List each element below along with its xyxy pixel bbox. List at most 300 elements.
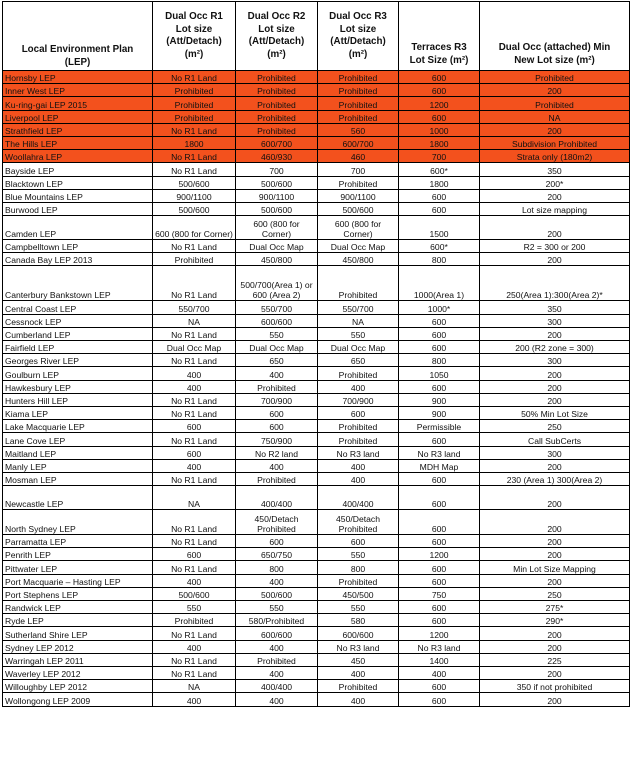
dual-occ-min-lot-cell: 225: [480, 653, 630, 666]
lep-name-cell: Camden LEP: [3, 216, 153, 240]
dual-occ-r2-cell: No R2 land: [236, 446, 318, 459]
lep-name-cell: Canada Bay LEP 2013: [3, 253, 153, 266]
lep-name-cell: Randwick LEP: [3, 601, 153, 614]
dual-occ-r1-cell: No R1 Land: [153, 150, 236, 163]
dual-occ-r3-cell: 460: [318, 150, 399, 163]
dual-occ-r3-cell: Prohibited: [318, 176, 399, 189]
table-row: [3, 548, 630, 561]
dual-occ-min-lot-cell: 200: [480, 693, 630, 706]
lep-name-cell: The Hills LEP: [3, 136, 153, 149]
dual-occ-r2-cell: 400: [236, 367, 318, 380]
lep-name-cell: Hawkesbury LEP: [3, 380, 153, 393]
dual-occ-r2-cell: Prohibited: [236, 110, 318, 123]
dual-occ-r2-cell: 550: [236, 327, 318, 340]
terraces-r3-cell: 900: [399, 393, 480, 406]
dual-occ-r1-cell: NA: [153, 314, 236, 327]
dual-occ-r3-cell: 560: [318, 123, 399, 136]
header-dual-occ-min-lot: Dual Occ (attached) Min New Lot size (m²): [480, 2, 630, 71]
dual-occ-r2-cell: 600/600: [236, 627, 318, 640]
dual-occ-min-lot-cell: 300: [480, 314, 630, 327]
lep-name-cell: Hornsby LEP: [3, 71, 153, 84]
dual-occ-min-lot-cell: 200: [480, 459, 630, 472]
lep-name-cell: Mosman LEP: [3, 472, 153, 485]
dual-occ-r2-cell: 500/600: [236, 587, 318, 600]
dual-occ-r3-cell: Prohibited: [318, 110, 399, 123]
dual-occ-min-lot-cell: 200: [480, 380, 630, 393]
lep-name-cell: Sutherland Shire LEP: [3, 627, 153, 640]
dual-occ-r2-cell: 400: [236, 574, 318, 587]
dual-occ-r1-cell: Dual Occ Map: [153, 341, 236, 354]
terraces-r3-cell: 1000*: [399, 301, 480, 314]
dual-occ-min-lot-cell: Lot size mapping: [480, 202, 630, 215]
dual-occ-r3-cell: 400: [318, 472, 399, 485]
dual-occ-r2-cell: 580/Prohibited: [236, 614, 318, 627]
lep-name-cell: Parramatta LEP: [3, 535, 153, 548]
dual-occ-r1-cell: No R1 Land: [153, 406, 236, 419]
dual-occ-r1-cell: 400: [153, 574, 236, 587]
dual-occ-r3-cell: 400: [318, 693, 399, 706]
terraces-r3-cell: 1400: [399, 653, 480, 666]
terraces-r3-cell: 600: [399, 486, 480, 510]
table-row: [3, 110, 630, 123]
dual-occ-r3-cell: NA: [318, 314, 399, 327]
dual-occ-r1-cell: No R1 Land: [153, 123, 236, 136]
header-dual-occ-r1: Dual Occ R1 Lot size (Att/Detach) (m²): [153, 2, 236, 71]
dual-occ-r3-cell: 450: [318, 653, 399, 666]
dual-occ-r1-cell: 550: [153, 601, 236, 614]
lep-name-cell: Penrith LEP: [3, 548, 153, 561]
dual-occ-r2-cell: 600: [236, 406, 318, 419]
dual-occ-r3-cell: Prohibited: [318, 266, 399, 301]
terraces-r3-cell: 800: [399, 354, 480, 367]
terraces-r3-cell: 800: [399, 253, 480, 266]
table-row: [3, 601, 630, 614]
dual-occ-r1-cell: 400: [153, 459, 236, 472]
dual-occ-min-lot-cell: 300: [480, 354, 630, 367]
dual-occ-r2-cell: Prohibited: [236, 71, 318, 84]
dual-occ-min-lot-cell: 200: [480, 327, 630, 340]
dual-occ-min-lot-cell: 200: [480, 393, 630, 406]
dual-occ-r1-cell: 500/600: [153, 587, 236, 600]
dual-occ-r2-cell: 700/900: [236, 393, 318, 406]
table-header-row: [3, 2, 630, 71]
table-row: [3, 640, 630, 653]
dual-occ-min-lot-cell: 200: [480, 510, 630, 535]
dual-occ-r2-cell: 750/900: [236, 433, 318, 446]
header-lep: Local Environment Plan (LEP): [3, 2, 153, 71]
dual-occ-r1-cell: Prohibited: [153, 110, 236, 123]
table-row: [3, 84, 630, 97]
dual-occ-r2-cell: Dual Occ Map: [236, 341, 318, 354]
table-row: [3, 446, 630, 459]
terraces-r3-cell: 1000(Area 1): [399, 266, 480, 301]
dual-occ-min-lot-cell: 275*: [480, 601, 630, 614]
terraces-r3-cell: 600: [399, 561, 480, 574]
terraces-r3-cell: 700: [399, 150, 480, 163]
table-row: [3, 459, 630, 472]
dual-occ-r3-cell: 400: [318, 666, 399, 679]
dual-occ-min-lot-cell: 350: [480, 301, 630, 314]
table-row: [3, 614, 630, 627]
terraces-r3-cell: 400: [399, 666, 480, 679]
dual-occ-min-lot-cell: R2 = 300 or 200: [480, 240, 630, 253]
dual-occ-min-lot-cell: 200: [480, 548, 630, 561]
dual-occ-min-lot-cell: 200: [480, 627, 630, 640]
dual-occ-r3-cell: Prohibited: [318, 574, 399, 587]
table-row: [3, 136, 630, 149]
dual-occ-r1-cell: Prohibited: [153, 97, 236, 110]
table-row: [3, 380, 630, 393]
dual-occ-r1-cell: No R1 Land: [153, 393, 236, 406]
dual-occ-r1-cell: No R1 Land: [153, 354, 236, 367]
dual-occ-r2-cell: Prohibited: [236, 380, 318, 393]
lep-name-cell: Georges River LEP: [3, 354, 153, 367]
dual-occ-r3-cell: Prohibited: [318, 420, 399, 433]
dual-occ-r1-cell: 600: [153, 548, 236, 561]
terraces-r3-cell: 600: [399, 433, 480, 446]
table-row: [3, 433, 630, 446]
lep-name-cell: Lake Macquarie LEP: [3, 420, 153, 433]
lep-name-cell: Willoughby LEP 2012: [3, 680, 153, 693]
table-row: [3, 367, 630, 380]
table-row: [3, 510, 630, 535]
dual-occ-r1-cell: No R1 Land: [153, 327, 236, 340]
terraces-r3-cell: 1800: [399, 176, 480, 189]
dual-occ-r1-cell: No R1 Land: [153, 653, 236, 666]
terraces-r3-cell: 600: [399, 510, 480, 535]
dual-occ-r3-cell: 550: [318, 601, 399, 614]
terraces-r3-cell: 1200: [399, 548, 480, 561]
dual-occ-r1-cell: 600: [153, 420, 236, 433]
lep-name-cell: Sydney LEP 2012: [3, 640, 153, 653]
dual-occ-r1-cell: Prohibited: [153, 253, 236, 266]
dual-occ-r3-cell: 700/900: [318, 393, 399, 406]
dual-occ-r3-cell: 600/600: [318, 627, 399, 640]
lep-name-cell: Kiama LEP: [3, 406, 153, 419]
dual-occ-r3-cell: 650: [318, 354, 399, 367]
dual-occ-r3-cell: Dual Occ Map: [318, 341, 399, 354]
dual-occ-min-lot-cell: NA: [480, 110, 630, 123]
lep-name-cell: Woollahra LEP: [3, 150, 153, 163]
table-row: [3, 627, 630, 640]
dual-occ-r2-cell: 600 (800 for Corner): [236, 216, 318, 240]
lep-name-cell: Newcastle LEP: [3, 486, 153, 510]
lep-name-cell: Waverley LEP 2012: [3, 666, 153, 679]
dual-occ-r2-cell: 460/930: [236, 150, 318, 163]
lep-name-cell: Inner West LEP: [3, 84, 153, 97]
table-row: [3, 653, 630, 666]
dual-occ-r2-cell: 600: [236, 420, 318, 433]
table-row: [3, 327, 630, 340]
dual-occ-min-lot-cell: 200: [480, 253, 630, 266]
table-row: [3, 587, 630, 600]
table-row: [3, 393, 630, 406]
dual-occ-min-lot-cell: 200 (R2 zone = 300): [480, 341, 630, 354]
table-row: [3, 216, 630, 240]
terraces-r3-cell: 600: [399, 693, 480, 706]
table-row: [3, 301, 630, 314]
dual-occ-r3-cell: 550: [318, 548, 399, 561]
terraces-r3-cell: 600: [399, 601, 480, 614]
dual-occ-min-lot-cell: 200: [480, 535, 630, 548]
terraces-r3-cell: 600: [399, 341, 480, 354]
table-row: [3, 176, 630, 189]
dual-occ-min-lot-cell: Call SubCerts: [480, 433, 630, 446]
dual-occ-r2-cell: 500/700(Area 1) or 600 (Area 2): [236, 266, 318, 301]
terraces-r3-cell: 600: [399, 472, 480, 485]
dual-occ-r2-cell: 650/750: [236, 548, 318, 561]
dual-occ-r3-cell: 580: [318, 614, 399, 627]
table-row: [3, 693, 630, 706]
table-row: [3, 680, 630, 693]
dual-occ-r2-cell: 650: [236, 354, 318, 367]
dual-occ-r3-cell: 400: [318, 380, 399, 393]
terraces-r3-cell: 1200: [399, 627, 480, 640]
table-row: [3, 97, 630, 110]
dual-occ-r3-cell: Prohibited: [318, 680, 399, 693]
dual-occ-r2-cell: 450/800: [236, 253, 318, 266]
table-row: [3, 314, 630, 327]
dual-occ-r1-cell: 1800: [153, 136, 236, 149]
dual-occ-r1-cell: 600: [153, 446, 236, 459]
dual-occ-min-lot-cell: 200: [480, 666, 630, 679]
dual-occ-r2-cell: 550/700: [236, 301, 318, 314]
terraces-r3-cell: MDH Map: [399, 459, 480, 472]
terraces-r3-cell: 750: [399, 587, 480, 600]
dual-occ-r1-cell: No R1 Land: [153, 163, 236, 176]
dual-occ-r1-cell: Prohibited: [153, 614, 236, 627]
terraces-r3-cell: No R3 land: [399, 446, 480, 459]
dual-occ-min-lot-cell: 200: [480, 123, 630, 136]
dual-occ-r1-cell: 500/600: [153, 202, 236, 215]
dual-occ-r1-cell: No R1 Land: [153, 266, 236, 301]
dual-occ-r2-cell: 500/600: [236, 176, 318, 189]
table-row: [3, 472, 630, 485]
table-row: [3, 163, 630, 176]
dual-occ-r1-cell: No R1 Land: [153, 433, 236, 446]
dual-occ-r3-cell: Prohibited: [318, 367, 399, 380]
lep-name-cell: Port Stephens LEP: [3, 587, 153, 600]
dual-occ-min-lot-cell: Prohibited: [480, 97, 630, 110]
dual-occ-min-lot-cell: 350: [480, 163, 630, 176]
dual-occ-r1-cell: No R1 Land: [153, 510, 236, 535]
dual-occ-r2-cell: 600: [236, 535, 318, 548]
lep-name-cell: Canterbury Bankstown LEP: [3, 266, 153, 301]
table-row: [3, 535, 630, 548]
lep-name-cell: Ku-ring-gai LEP 2015: [3, 97, 153, 110]
table-row: [3, 150, 630, 163]
dual-occ-r3-cell: Prohibited: [318, 84, 399, 97]
dual-occ-r1-cell: 400: [153, 380, 236, 393]
header-dual-occ-r3: Dual Occ R3 Lot size (Att/Detach) (m²): [318, 2, 399, 71]
dual-occ-r3-cell: 600 (800 for Corner): [318, 216, 399, 240]
dual-occ-min-lot-cell: 200: [480, 84, 630, 97]
dual-occ-r3-cell: Prohibited: [318, 97, 399, 110]
dual-occ-min-lot-cell: 200: [480, 486, 630, 510]
table-row: [3, 266, 630, 301]
dual-occ-r1-cell: No R1 Land: [153, 535, 236, 548]
dual-occ-r2-cell: 700: [236, 163, 318, 176]
table-row: [3, 420, 630, 433]
terraces-r3-cell: 1800: [399, 136, 480, 149]
dual-occ-min-lot-cell: Min Lot Size Mapping: [480, 561, 630, 574]
table-row: [3, 561, 630, 574]
dual-occ-r2-cell: 400/400: [236, 486, 318, 510]
dual-occ-min-lot-cell: Strata only (180m2): [480, 150, 630, 163]
table-row: [3, 354, 630, 367]
dual-occ-r2-cell: 900/1100: [236, 189, 318, 202]
dual-occ-min-lot-cell: 250: [480, 420, 630, 433]
dual-occ-r1-cell: 400: [153, 640, 236, 653]
dual-occ-r2-cell: 400: [236, 459, 318, 472]
dual-occ-r3-cell: No R3 land: [318, 640, 399, 653]
dual-occ-r2-cell: Prohibited: [236, 84, 318, 97]
terraces-r3-cell: 600: [399, 574, 480, 587]
dual-occ-r1-cell: No R1 Land: [153, 472, 236, 485]
dual-occ-r1-cell: 600 (800 for Corner): [153, 216, 236, 240]
dual-occ-r1-cell: Prohibited: [153, 84, 236, 97]
table-row: [3, 202, 630, 215]
dual-occ-r1-cell: No R1 Land: [153, 71, 236, 84]
terraces-r3-cell: 600: [399, 535, 480, 548]
dual-occ-r1-cell: NA: [153, 680, 236, 693]
table-row: [3, 240, 630, 253]
lep-name-cell: Burwood LEP: [3, 202, 153, 215]
table-row: [3, 71, 630, 84]
dual-occ-r3-cell: 600/700: [318, 136, 399, 149]
lep-name-cell: Wollongong LEP 2009: [3, 693, 153, 706]
dual-occ-r2-cell: 800: [236, 561, 318, 574]
dual-occ-min-lot-cell: 200: [480, 189, 630, 202]
lep-name-cell: Manly LEP: [3, 459, 153, 472]
dual-occ-min-lot-cell: 200: [480, 574, 630, 587]
terraces-r3-cell: 600: [399, 614, 480, 627]
lep-name-cell: Central Coast LEP: [3, 301, 153, 314]
dual-occ-r2-cell: 600/700: [236, 136, 318, 149]
lep-name-cell: Port Macquarie – Hasting LEP: [3, 574, 153, 587]
dual-occ-r1-cell: 500/600: [153, 176, 236, 189]
terraces-r3-cell: 600: [399, 380, 480, 393]
dual-occ-min-lot-cell: 200*: [480, 176, 630, 189]
table-row: [3, 486, 630, 510]
dual-occ-r2-cell: 550: [236, 601, 318, 614]
lep-name-cell: Maitland LEP: [3, 446, 153, 459]
lep-name-cell: Goulburn LEP: [3, 367, 153, 380]
terraces-r3-cell: Permissible: [399, 420, 480, 433]
dual-occ-r1-cell: No R1 Land: [153, 240, 236, 253]
lep-name-cell: Bayside LEP: [3, 163, 153, 176]
lep-name-cell: Pittwater LEP: [3, 561, 153, 574]
table-row: [3, 341, 630, 354]
dual-occ-r2-cell: Prohibited: [236, 97, 318, 110]
lep-name-cell: Hunters Hill LEP: [3, 393, 153, 406]
dual-occ-r1-cell: 550/700: [153, 301, 236, 314]
lot-size-table: [2, 1, 630, 707]
dual-occ-r2-cell: Dual Occ Map: [236, 240, 318, 253]
dual-occ-r1-cell: 400: [153, 367, 236, 380]
terraces-r3-cell: 600: [399, 84, 480, 97]
dual-occ-r3-cell: 500/600: [318, 202, 399, 215]
terraces-r3-cell: 600: [399, 327, 480, 340]
lep-name-cell: Fairfield LEP: [3, 341, 153, 354]
table-row: [3, 189, 630, 202]
dual-occ-r3-cell: 600: [318, 406, 399, 419]
dual-occ-r3-cell: 700: [318, 163, 399, 176]
dual-occ-r2-cell: 400: [236, 693, 318, 706]
terraces-r3-cell: 1050: [399, 367, 480, 380]
dual-occ-r3-cell: 450/800: [318, 253, 399, 266]
terraces-r3-cell: 600: [399, 189, 480, 202]
dual-occ-r1-cell: 400: [153, 693, 236, 706]
header-dual-occ-r2: Dual Occ R2 Lot size (Att/Detach) (m²): [236, 2, 318, 71]
dual-occ-min-lot-cell: 200: [480, 216, 630, 240]
dual-occ-r2-cell: 500/600: [236, 202, 318, 215]
dual-occ-r3-cell: 800: [318, 561, 399, 574]
dual-occ-r3-cell: 400: [318, 459, 399, 472]
dual-occ-min-lot-cell: 350 if not prohibited: [480, 680, 630, 693]
dual-occ-min-lot-cell: 50% Min Lot Size: [480, 406, 630, 419]
dual-occ-min-lot-cell: 230 (Area 1) 300(Area 2): [480, 472, 630, 485]
dual-occ-r1-cell: No R1 Land: [153, 561, 236, 574]
dual-occ-min-lot-cell: 300: [480, 446, 630, 459]
dual-occ-r1-cell: NA: [153, 486, 236, 510]
dual-occ-r3-cell: No R3 land: [318, 446, 399, 459]
dual-occ-min-lot-cell: 200: [480, 640, 630, 653]
terraces-r3-cell: 600: [399, 314, 480, 327]
dual-occ-r3-cell: 400/400: [318, 486, 399, 510]
table-row: [3, 666, 630, 679]
terraces-r3-cell: 600*: [399, 240, 480, 253]
terraces-r3-cell: 600: [399, 110, 480, 123]
dual-occ-r2-cell: 400: [236, 666, 318, 679]
table-row: [3, 574, 630, 587]
table-body: [3, 71, 630, 707]
dual-occ-min-lot-cell: 200: [480, 367, 630, 380]
dual-occ-r3-cell: 550/700: [318, 301, 399, 314]
dual-occ-min-lot-cell: Subdivision Prohibited: [480, 136, 630, 149]
dual-occ-r2-cell: 400/400: [236, 680, 318, 693]
header-terraces-r3: Terraces R3 Lot Size (m²): [399, 2, 480, 71]
lep-name-cell: Warringah LEP 2011: [3, 653, 153, 666]
lep-name-cell: Strathfield LEP: [3, 123, 153, 136]
terraces-r3-cell: 900: [399, 406, 480, 419]
lep-name-cell: Blacktown LEP: [3, 176, 153, 189]
dual-occ-r2-cell: 450/Detach Prohibited: [236, 510, 318, 535]
terraces-r3-cell: 600*: [399, 163, 480, 176]
lep-name-cell: Cessnock LEP: [3, 314, 153, 327]
dual-occ-r2-cell: Prohibited: [236, 472, 318, 485]
lep-name-cell: Blue Mountains LEP: [3, 189, 153, 202]
dual-occ-r3-cell: 600: [318, 535, 399, 548]
lep-name-cell: Liverpool LEP: [3, 110, 153, 123]
dual-occ-r1-cell: No R1 Land: [153, 666, 236, 679]
lep-name-cell: North Sydney LEP: [3, 510, 153, 535]
dual-occ-r2-cell: Prohibited: [236, 653, 318, 666]
table-row: [3, 406, 630, 419]
table-row: [3, 123, 630, 136]
terraces-r3-cell: 600: [399, 71, 480, 84]
lep-name-cell: Cumberland LEP: [3, 327, 153, 340]
dual-occ-r1-cell: No R1 Land: [153, 627, 236, 640]
dual-occ-r3-cell: Dual Occ Map: [318, 240, 399, 253]
dual-occ-min-lot-cell: 250: [480, 587, 630, 600]
lep-name-cell: Ryde LEP: [3, 614, 153, 627]
lep-name-cell: Lane Cove LEP: [3, 433, 153, 446]
dual-occ-r2-cell: 400: [236, 640, 318, 653]
dual-occ-r3-cell: 450/500: [318, 587, 399, 600]
dual-occ-min-lot-cell: Prohibited: [480, 71, 630, 84]
terraces-r3-cell: 1200: [399, 97, 480, 110]
